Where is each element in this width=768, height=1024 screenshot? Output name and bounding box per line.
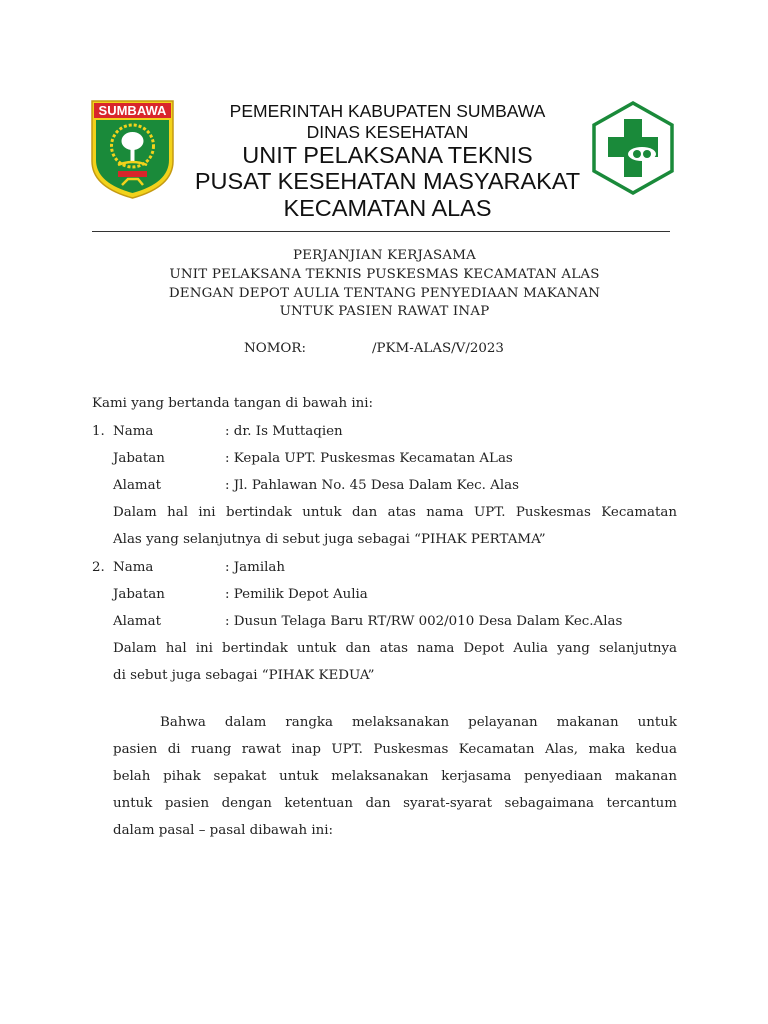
agreement-title-line4: UNTUK PASIEN RAWAT INAP [279, 304, 490, 319]
body-paragraph-line2: pasien di ruang rawat inap UPT. Puskesmas Kecamatan Alas, maka kedua [113, 742, 677, 757]
party2-description: Dalam hal ini bertindak untuk dan atas nama Depot Aulia yang selanjutnya [113, 641, 677, 656]
header-line-unit: UNIT PELAKSANA TEKNIS [242, 142, 533, 168]
header-line-puskesmas: PUSAT KESEHATAN MASYARAKAT [194, 168, 581, 194]
sumbawa-logo [90, 99, 175, 200]
party2-nama-value: : Jamilah [225, 560, 285, 575]
nomor-label: NOMOR: [244, 341, 306, 356]
party2-alamat-value: : Dusun Telaga Baru RT/RW 002/010 Desa Dalam Kec.Alas [225, 614, 623, 629]
intro-text: Kami yang bertanda tangan di bawah ini: [92, 396, 374, 411]
party1-description: Dalam hal ini bertindak untuk dan atas nama UPT. Puskesmas Kecamatan [113, 505, 677, 520]
party1-alamat-value: : Jl. Pahlawan No. 45 Desa Dalam Kec. Alas [225, 478, 519, 493]
header-line-government: PEMERINTAH KABUPATEN SUMBAWA [229, 101, 546, 121]
header-line-agency: DINAS KESEHATAN [306, 122, 469, 142]
party2-number: 2. [92, 560, 105, 575]
nomor-value: /PKM-ALAS/V/2023 [372, 341, 504, 356]
agreement-title: PERJANJIAN KERJASAMA [292, 248, 477, 263]
party1-nama-label: Nama [113, 424, 154, 439]
party1-jabatan-value: : Kepala UPT. Puskesmas Kecamatan ALas [225, 451, 513, 466]
party2-jabatan-value: : Pemilik Depot Aulia [225, 587, 368, 602]
puskesmas-logo [592, 101, 674, 195]
party1-number: 1. [92, 424, 105, 439]
body-paragraph-line4: untuk pasien dengan ketentuan dan syarat-syarat sebagaimana tercantum [113, 796, 677, 811]
header-line-district: KECAMATAN ALAS [283, 195, 492, 221]
body-paragraph-line5: dalam pasal – pasal dibawah ini: [113, 823, 334, 838]
header-divider [92, 231, 670, 232]
agreement-title-line2: UNIT PELAKSANA TEKNIS PUSKESMAS KECAMATAN ALAS [169, 267, 600, 282]
party2-description-cont: di sebut juga sebagai “PIHAK KEDUA” [113, 668, 375, 683]
party1-alamat-label: Alamat [113, 478, 161, 493]
party1-jabatan-label: Jabatan [113, 451, 165, 466]
party1-nama-value: : dr. Is Muttaqien [225, 424, 343, 439]
body-paragraph-line1: Bahwa dalam rangka melaksanakan pelayanan makanan untuk [160, 715, 677, 730]
party1-description-cont: Alas yang selanjutnya di sebut juga sebagai “PIHAK PERTAMA” [113, 532, 546, 547]
party2-nama-label: Nama [113, 560, 154, 575]
party2-alamat-label: Alamat [113, 614, 161, 629]
logo-banner-text: SUMBAWA [98, 103, 167, 118]
agreement-title-line3: DENGAN DEPOT AULIA TENTANG PENYEDIAAN MAKANAN [168, 286, 601, 301]
party2-jabatan-label: Jabatan [113, 587, 165, 602]
body-paragraph-line3: belah pihak sepakat untuk melaksanakan kerjasama penyediaan makanan [113, 769, 677, 784]
